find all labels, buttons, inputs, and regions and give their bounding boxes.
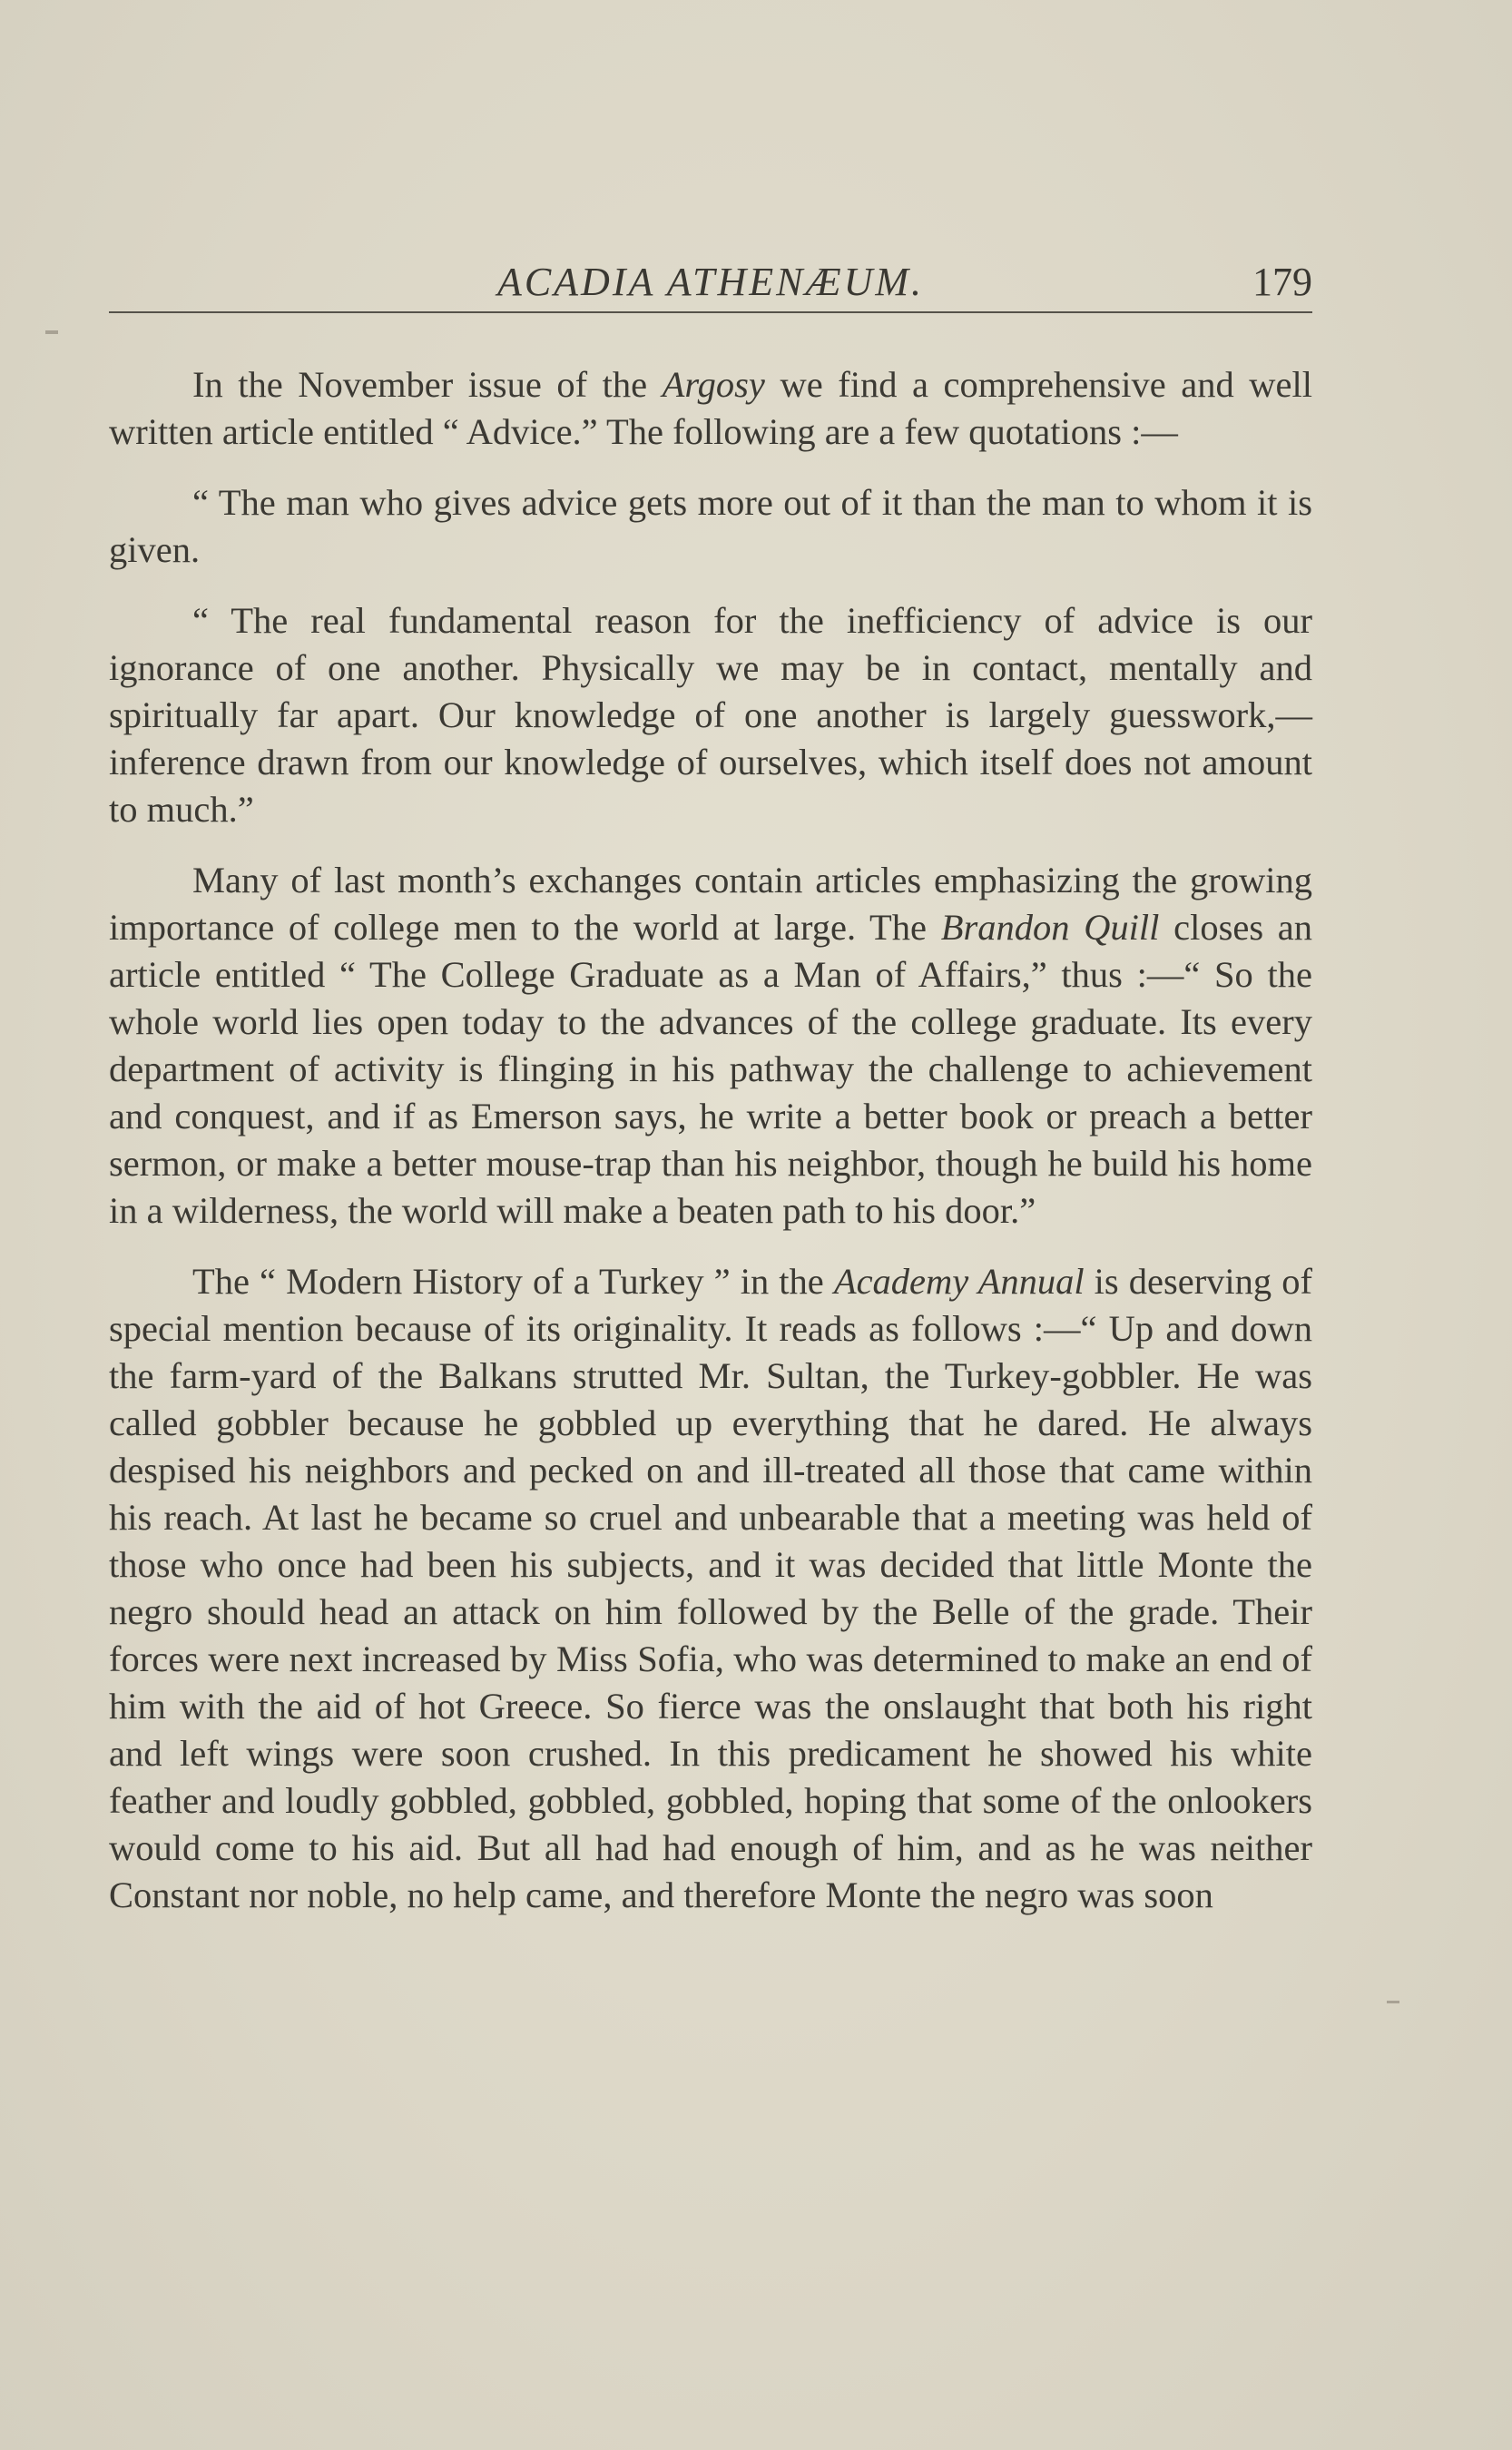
- text-run: is deserving of special mention because of its originality. It reads as follows :—“ Up and down the farm-yard of the Balkans strutted Mr. Sultan, the Turkey-gobbler. He was called gobbler because he gobbled up everything that he dared. He always despised his neighbors and pecked on and ill-treated all those that came within his reach. At last he became so cruel and unbearable that a meeting was held of those who once had been his subjects, and it was decided that little Monte the negro should head an attack on him followed by the Belle of the grade. Their forces were next increased by Miss Sofia, who was determined to make an end of him with the aid of hot Greece. So fierce was the onslaught that both his right and left wings were soon crushed. In this predicament he showed his white feather and loudly gobbled, gobbled, gobbled, hoping that some of the onlookers would come to his aid. But all had had enough of him, and as he was neither Constant nor noble, no help came, and therefore Monte the negro was soon: [109, 1261, 1312, 1915]
- text-run: In the November issue of the: [192, 364, 663, 405]
- text-run: we find a comprehensive and well written article entitled “ Advice.” The following are a few quotations :—: [109, 364, 1312, 452]
- header-rule: [109, 311, 1312, 313]
- paper-speck: [45, 330, 58, 334]
- running-head: ACADIA ATHENÆUM.: [496, 260, 925, 304]
- publication-title: Academy Annual: [833, 1261, 1085, 1302]
- paragraph-turkey: [109, 1258, 1312, 1919]
- text-run: closes an article entitled “ The College Graduate as a Man of Affairs,” thus :—“ So the whole world lies open today to the advances of the college graduate. Its every department of activity is flinging in his pathway the challenge to achievement and conquest, and if as Emerson says, he write a better book or preach a better sermon, or make a better mouse-trap than his neighbor, though he build his home in a wilderness, the world will make a beaten path to his door.”: [109, 907, 1312, 1231]
- paragraph-argosy: [109, 361, 1312, 456]
- text-run: “ The real fundamental reason for the inefficiency of advice is our ignorance of one another. Physically we may be in contact, mentally and spiritually far apart. Our knowledge of one another is largely guesswork,—inference drawn from our knowledge of ourselves, which itself does not amount to much.”: [109, 600, 1312, 830]
- text-run: Many of last month’s exchanges contain articles emphasizing the growing importance of college men to the world at large. The: [109, 860, 1312, 948]
- page-header: [109, 259, 1312, 315]
- page-number: 179: [1252, 260, 1312, 304]
- publication-title: Brandon Quill: [940, 907, 1160, 948]
- article-body: [109, 361, 1312, 1919]
- paragraph-exchanges: [109, 857, 1312, 1235]
- text-run: The “ Modern History of a Turkey ” in the: [192, 1261, 834, 1302]
- text-run: “ The man who gives advice gets more out of it than the man to whom it is given.: [109, 482, 1312, 570]
- paragraph-quote-ignorance: [109, 597, 1312, 833]
- paragraph-quote-advice: [109, 479, 1312, 574]
- paper-speck: [1387, 2001, 1399, 2003]
- publication-title: Argosy: [662, 364, 765, 405]
